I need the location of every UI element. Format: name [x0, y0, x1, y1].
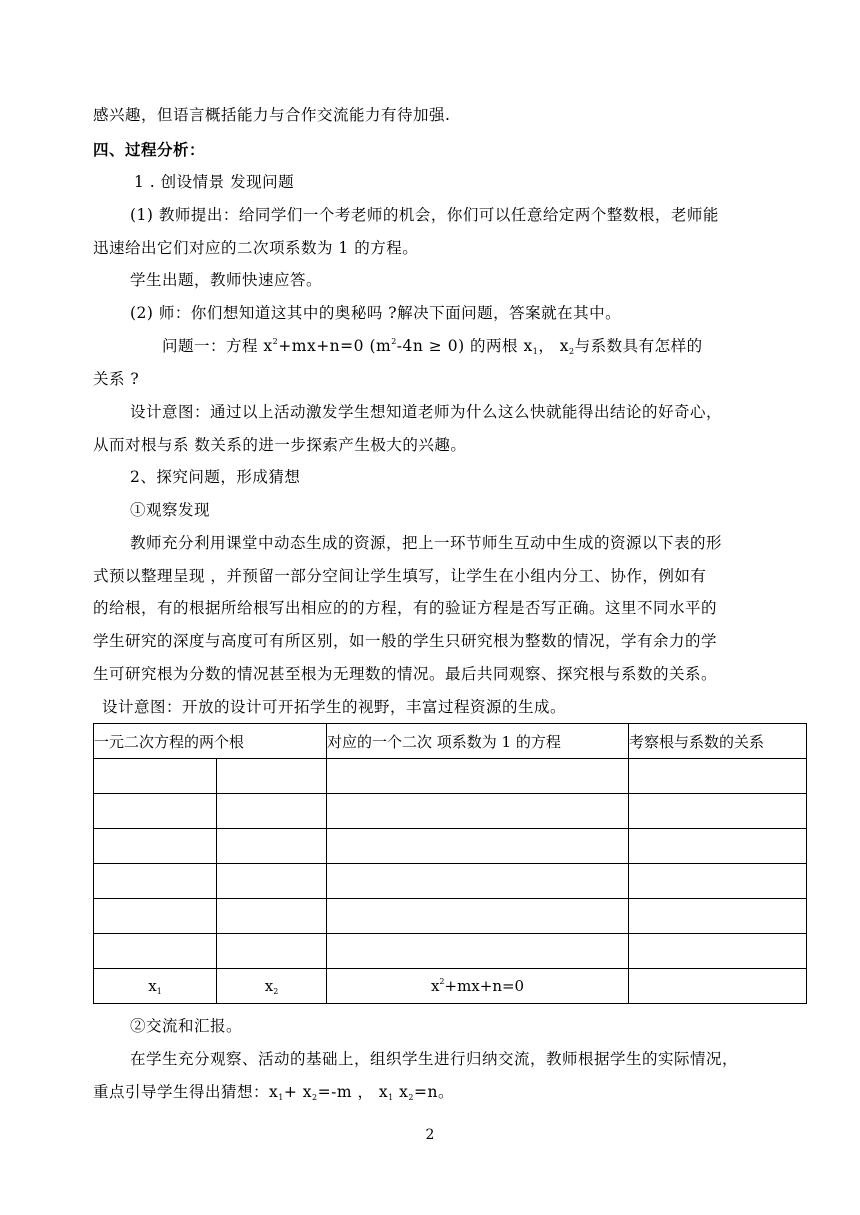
- blank-cell-relation[interactable]: [629, 829, 807, 864]
- blank-cell-x1[interactable]: [94, 794, 217, 829]
- header-relation: 考察根与系数的关系: [629, 724, 807, 759]
- paragraph-1-line1: (1) 教师提出：给同学们一个考老师的机会，你们可以任意给定两个整数根，老师能: [130, 206, 719, 224]
- design-intent-1-line1: 设计意图：通过以上活动激发学生想知道老师为什么这么快就能得出结论的好奇心，: [130, 403, 723, 421]
- paragraph-2: 学生出题，教师快速应答。: [130, 271, 323, 289]
- blank-cell-relation[interactable]: [629, 934, 807, 969]
- observe-paragraph-line: 的给根，有的根据所给根写出相应的的方程，有的验证方程是否写正确。这里不同水平的: [93, 599, 718, 617]
- blank-cell-equation[interactable]: [327, 759, 629, 794]
- table-row: [94, 864, 807, 899]
- blank-cell-equation[interactable]: [327, 829, 629, 864]
- observe-paragraph-line: 教师充分利用课堂中动态生成的资源，把上一环节师生互动中生成的资源以下表的形: [130, 534, 723, 552]
- table-row: [94, 829, 807, 864]
- table-row: [94, 794, 807, 829]
- footer-equation: $x^2+mx+n=0$: [327, 969, 629, 1004]
- blank-cell-x2[interactable]: [217, 794, 327, 829]
- paragraph-3: (2) 师：你们想知道这其中的奥秘吗 ?解决下面问题，答案就在其中。: [130, 304, 622, 322]
- blank-cell-x2[interactable]: [217, 829, 327, 864]
- blank-cell-x2[interactable]: [217, 759, 327, 794]
- table-row: [94, 899, 807, 934]
- question-one: 问题一：方程 $x^2+mx+n=0$ $(m^2-4n \ge 0)$ 的两根 $x_1$， $x_2$与系数具有怎样的: [162, 337, 703, 356]
- table-header-row: [94, 724, 807, 759]
- observe-paragraph-line: 生可研究根为分数的情况甚至根为无理数的情况。最后共同观察、探究根与系数的关系。: [93, 665, 718, 683]
- blank-cell-equation[interactable]: [327, 794, 629, 829]
- roots-coefficients-table: [93, 723, 807, 1004]
- header-equation: 对应的一个二次 项系数为 1 的方程: [327, 724, 629, 759]
- observe-paragraph-line: 式预以整理呈现 ，并预留一部分空间让学生填写，让学生在小组内分工、协作，例如有: [93, 567, 707, 585]
- blank-cell-x1[interactable]: [94, 934, 217, 969]
- blank-cell-x1[interactable]: [94, 759, 217, 794]
- design-intent-2: 设计意图：开放的设计可开拓学生的视野，丰富过程资源的生成。: [102, 698, 567, 716]
- blank-cell-relation[interactable]: [629, 969, 807, 1004]
- page-number: 2: [425, 1127, 435, 1143]
- blank-cell-equation[interactable]: [327, 864, 629, 899]
- blank-cell-equation[interactable]: [327, 899, 629, 934]
- blank-cell-x2[interactable]: [217, 864, 327, 899]
- conjecture-line: 重点引导学生得出猜想：$x_1+ x_2=-m$ ， $x_1$ $x_2=n$。: [93, 1083, 454, 1102]
- blank-cell-x1[interactable]: [94, 864, 217, 899]
- step1-heading: 1 . 创设情景 发现问题: [134, 173, 295, 191]
- blank-cell-relation[interactable]: [629, 864, 807, 899]
- header-two-roots: 一元二次方程的两个根: [94, 724, 327, 759]
- blank-cell-relation[interactable]: [629, 899, 807, 934]
- question-one-tail: 关系 ?: [93, 370, 140, 388]
- footer-x1: $x_1$: [94, 969, 217, 1004]
- paragraph-intro-end: 感兴趣，但语言概括能力与合作交流能力有待加强.: [93, 106, 451, 124]
- observe-paragraph-line: 学生研究的深度与高度可有所区别，如一般的学生只研究根为整数的情况，学有余力的学: [93, 632, 718, 650]
- section-heading-process: 四、过程分析：: [93, 140, 206, 159]
- footer-x2: $x_2$: [217, 969, 327, 1004]
- blank-cell-x2[interactable]: [217, 934, 327, 969]
- table-footer-row: [94, 969, 807, 1004]
- communication-heading: ②交流和汇报。: [130, 1017, 243, 1035]
- communication-line1: 在学生充分观察、活动的基础上，组织学生进行归纳交流，教师根据学生的实际情况，: [130, 1050, 739, 1068]
- design-intent-1-line2: 从而对根与系 数关系的进一步探索产生极大的兴趣。: [93, 436, 467, 454]
- observe-heading: ①观察发现: [130, 501, 211, 519]
- blank-cell-relation[interactable]: [629, 794, 807, 829]
- blank-cell-relation[interactable]: [629, 759, 807, 794]
- blank-cell-x1[interactable]: [94, 829, 217, 864]
- blank-cell-x2[interactable]: [217, 899, 327, 934]
- blank-cell-equation[interactable]: [327, 934, 629, 969]
- step2-heading: 2、探究问题，形成猜想: [130, 468, 301, 486]
- paragraph-1-line2: 迅速给出它们对应的二次项系数为 1 的方程。: [93, 239, 419, 257]
- table-row: [94, 934, 807, 969]
- table-row: [94, 759, 807, 794]
- blank-cell-x1[interactable]: [94, 899, 217, 934]
